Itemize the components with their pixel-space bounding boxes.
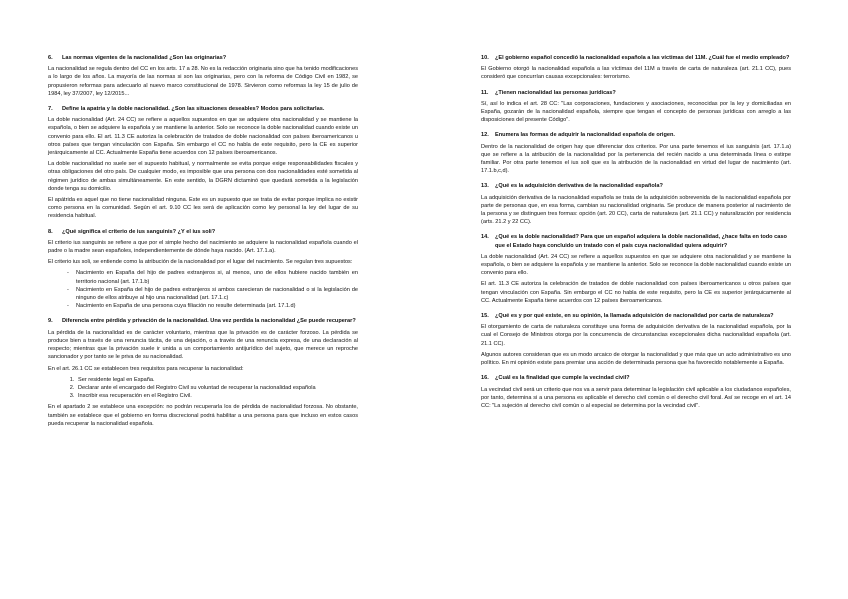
question-title: Enumera las formas de adquirir la nacionalidad española de origen. <box>495 132 675 139</box>
question-heading <box>48 54 358 62</box>
question-title: Define la apatria y la doble nacionalidad. ¿Son las situaciones deseables? Modos para solicitarlas. <box>62 106 325 113</box>
question-heading <box>48 317 358 325</box>
question-heading <box>48 228 358 236</box>
question-7 <box>48 105 358 221</box>
question-title: Las normas vigentes de la nacionalidad ¿Son las originarias? <box>62 55 227 61</box>
question-number: 8. <box>48 228 53 235</box>
question-number: 7. <box>48 106 53 113</box>
paragraph: Dentro de la nacionalidad de origen hay que diferenciar dos criterios. Por una parte tenemos el ius sanguinis (art. 17.1.a) que se refiere a la atribución de la nacionalidad por la pertenencia del recién nacido a una determinada línea o estirpe familiar. Por otra parte tenemos el ius soli que es la atribución de la nacionalidad en virtud del lugar de nacimiento (art. 17.1.b,c,d). <box>481 143 791 175</box>
paragraph: El criterio ius soli, se entiende como la atribución de la nacionalidad por el lugar del nacimiento. Se regulan tres supuestos: <box>48 259 353 266</box>
question-8 <box>48 228 358 311</box>
paragraph: En el art. 26.1 CC se establecen tres requisitos para recuperar la nacionalidad: <box>48 365 244 372</box>
question-heading <box>481 233 791 249</box>
question-heading <box>481 312 791 320</box>
question-14 <box>481 233 791 305</box>
question-16 <box>481 374 791 410</box>
question-number: 10. <box>481 55 489 61</box>
list-item: 2. Declarar ante el encargado del Registro Civil su voluntad de recuperar la nacionalidad española <box>76 384 358 392</box>
paragraph: El apátrida es aquel que no tiene nacionalidad ninguna. Este es un supuesto que se trata de evitar porque implica no existir como persona en la comunidad. Según el art. 9.10 CC les será de aplicación como ley personal la ley del lugar de su residencia habitual. <box>48 197 358 220</box>
question-title: ¿Qué es la adquisición derivativa de la nacionalidad española? <box>495 183 663 190</box>
paragraph: El art. 11.3 CE autoriza la celebración de tratados de doble nacionalidad con países iberoamericanos u otros países que tengan vinculación con España. Sin embargo el CC no habla de este requisito, pero la CE es superior jerárquicamente al CC. Actualmente España tiene acuerdos con 12 países iberoamericanos. <box>481 281 791 304</box>
paragraph: En el apartado 2 se establece una excepción: no podrán recuperarla los de pérdida de nacionalidad forzosa. No obstante, también se establece que el gobierno en forma discrecional podrá habilitar a una persona para que incluso en estos casos pueda recuperar la nacionalidad española. <box>48 404 358 427</box>
list-item: - Nacimiento en España de una persona cuya filiación no resulte determinada (art. 17.1.d) <box>76 302 358 310</box>
bullet-list <box>48 269 358 310</box>
question-number: 16. <box>481 375 489 382</box>
numbered-list <box>48 376 358 401</box>
right-column <box>481 54 791 417</box>
paragraph: La doble nacionalidad (Art. 24 CC) se refiere a aquellos supuestos en que se adquiere otra nacionalidad y se mantiene la española, o bien se adquiere la española y se mantiene la anterior. Solo se reconoce la doble nacionalidad cuando existe un convenio para ello. <box>481 253 791 277</box>
question-number: 9. <box>48 318 53 325</box>
question-title: ¿El gobierno español concedió la nacionalidad española a las víctimas del 11M. ¿Cuál fue el medio empleado? <box>495 55 790 61</box>
paragraph: La doble nacionalidad (Art. 24 CC) se refiere a aquellos supuestos en que se adquiere otra nacionalidad y se mantiene la española, o bien se adquiere la española y se mantiene la anterior. Solo se reconoce la doble nacionalidad cuando existe un convenio para ello. El art. 11.3 CE autoriza la celebración de tratados de doble nacionalidad con países iberoamericanos u otros países que tengan vinculación con España. Sin embargo el CC no habla de este requisito, pero la CE es superior jerárquicamente al CC. Actualmente España tiene acuerdos con 12 países iberoamericanos. <box>48 117 358 157</box>
list-item: - Nacimiento en España del hijo de padres extranjeros si ambos carecieran de nacionalidad o si la legislación de ninguno de ellos atribuye al hijo una nacionalidad (art. 17.1.c) <box>76 286 358 302</box>
question-9 <box>48 317 358 427</box>
question-heading <box>481 374 791 382</box>
question-title: ¿Tienen nacionalidad las personas jurídicas? <box>495 89 616 96</box>
question-title: ¿Cuál es la finalidad que cumple la vecindad civil? <box>495 375 630 382</box>
list-item: 3. Inscribir esa recuperación en el Registro Civil. <box>76 392 358 400</box>
paragraph: El criterio ius sanguinis se refiere a que por el simple hecho del nacimiento se adquiere la nacionalidad española cuando el padre o la madre sean españoles, independientemente de dónde haya nacido. (Art. 17.1.a). <box>48 239 358 255</box>
question-heading <box>481 89 791 97</box>
question-number: 14. <box>481 234 489 241</box>
question-title: ¿Qué significa el criterio de ius sanguinis? ¿Y el ius soli? <box>62 228 216 235</box>
list-item: 1. Ser residente legal en España. <box>76 376 358 384</box>
paragraph: La adquisición derivativa de la nacionalidad española se trata de la adquisición sobrevenida de la nacionalidad española por parte de personas que, en esa forma, cambian su nacionalidad originaria. Se produce de manera posterior al nacimiento de la persona y se distinguen tres formas: opción (art. 20 CC), carta de naturaleza (art. 21.1 CC) y naturalización por residencia (arts. 21.2 y 22 CC). <box>481 194 791 226</box>
paragraph: Sí, así lo indica el art. 28 CC: "Las corporaciones, fundaciones y asociaciones, reconocidas por la ley y domiciliadas en España, gozarán de la nacionalidad española, siempre que tengan el concepto de personas jurídicas con arreglo a las disposiciones del presente Código". <box>481 100 791 124</box>
paragraph: La pérdida de la nacionalidad es de carácter voluntario, mientras que la privación es de carácter forzoso. La pérdida se produce bien a través de una renuncia tácita, de una dejación, o a través de una renuncia expresa, de una declaración al respecto; mientras que la privación suele ir unida a un comportamiento antijurídico del sujeto, que merece un reproche sancionador y por tanto se le priva de su nacionalidad. <box>48 329 358 361</box>
question-number: 15. <box>481 313 489 320</box>
question-number: 11. <box>481 89 489 96</box>
question-heading <box>481 182 791 190</box>
question-13 <box>481 182 791 226</box>
question-title: ¿Qué es la doble nacionalidad? Para que un español adquiera la doble nacionalidad, ¿hace falta en todo caso que el Estado haya concluido un tratado con el país cuya nacionalidad quiera adquirir? <box>495 234 787 249</box>
question-12 <box>481 131 791 175</box>
question-number: 12. <box>481 132 489 139</box>
question-number: 6. <box>48 55 53 61</box>
question-heading <box>48 105 358 113</box>
list-item: - Nacimiento en España del hijo de padres extranjeros si, al menos, uno de ellos hubiere nacido también en territorio nacional (art. 17.1.b) <box>76 269 358 285</box>
left-column <box>48 54 358 435</box>
question-title: Diferencia entre pérdida y privación de la nacionalidad. Una vez perdida la nacionalidad ¿Se puede recuperar? <box>62 318 356 325</box>
question-heading <box>481 131 791 139</box>
question-number: 13. <box>481 183 489 190</box>
paragraph: La nacionalidad se regula dentro del CC en los arts. 17 a 28. No es la redacción originaria sino que ha tenido modificaciones a lo largo de los años. La mayoría de las normas si son las originarias, pero con la reforma de Código Civil en 1982, se propusieron reformas para adecuarlo al nuevo marco constitucional de 1978. Sirvieron como reformas la ley 15 de julio de 1984, ley 37/2007, ley 12/2015... <box>48 66 358 97</box>
paragraph: La vecindad civil será un criterio que nos va a servir para determinar la legislación civil aplicable a los ciudadanos españoles, por tanto, determina si a una persona es aplicable el derecho civil común o el derecho civil foral. Así se recoge en el art. 14 CC: "La sujeción al derecho civil común o al especial se determina por la vecindad civil". <box>481 386 791 409</box>
paragraph: La doble nacionalidad no suele ser el supuesto habitual, y normalmente se evita porque exige responsabilidades fiscales y otras obligaciones del otro país. De cualquier modo, es imposible que una persona con dos nacionalidades esté sometida al régimen jurídico de ambas simultáneamente. En este sentido, la DGRN dictaminó que quedará sometida a la legislación donde tenga su domicilio. <box>48 161 358 192</box>
question-10 <box>481 54 791 82</box>
question-title: ¿Qué es y por qué existe, en su opinión, la llamada adquisición de nacionalidad por carta de naturaleza? <box>495 313 774 320</box>
paragraph: El otorgamiento de carta de naturaleza constituye una forma de adquisición derivativa de la nacionalidad española, por la cual el Consejo de Ministros otorga por la concurrencia de circunstancias excepcionales dicha nacionalidad española (art. 21.1 CC). <box>481 324 791 347</box>
question-15 <box>481 312 791 367</box>
paragraph: Algunos autores consideran que es un modo arcaico de otorgar la nacionalidad y que más que un acto administrativo es uno político. En mi opinión existe para premiar una acción de determinada persona que ha favorecido notablemente a España. <box>481 351 791 367</box>
paragraph: El Gobierno otorgó la nacionalidad española a las víctimas del 11M a través de carta de naturaleza (art. 21.1 CC), pues consideró que concurrían causas excepcionales: terrorismo. <box>481 66 791 81</box>
question-11 <box>481 89 791 125</box>
question-6 <box>48 54 358 98</box>
question-heading <box>481 54 791 62</box>
